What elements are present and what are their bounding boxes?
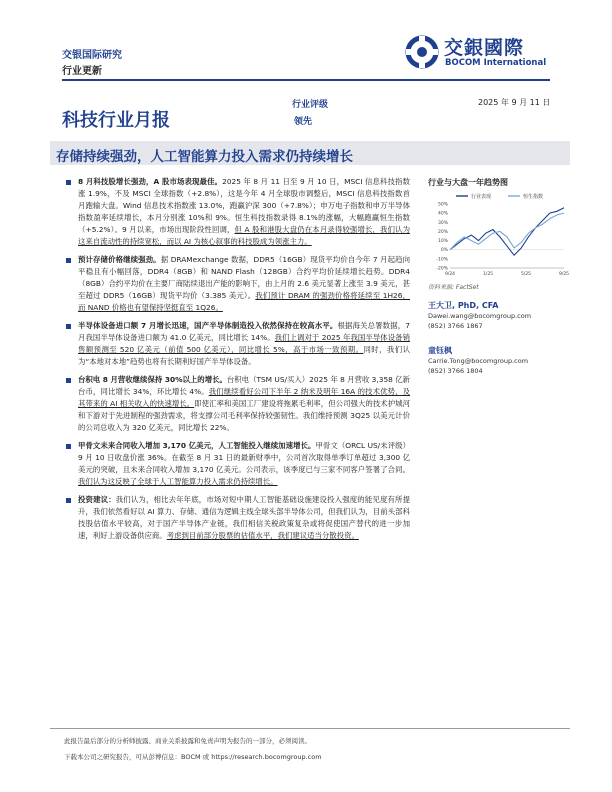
document-type: 行业更新: [62, 66, 102, 77]
headline: 存储持续强劲，人工智能算力投入需求仍持续增长: [56, 149, 353, 165]
paragraph-text: 甲骨文（ORCL US/未评级）9 月 10 日收盘价涨 36%。在截至 8 月 31 日的最新财季中，公司首次取得单季订单超过 3,300 亿美元的突破，且未来合同收入增加 3,170 亿美元。公司表示，该季度已与三家不同客户签署了合同。: [78, 441, 410, 474]
legend-label: 行业表现: [471, 194, 492, 200]
paragraph-investment: [66, 494, 410, 542]
y-tick-label: 10%: [437, 239, 448, 245]
y-tick-label: -10%: [436, 257, 448, 263]
y-tick-label: 30%: [437, 220, 448, 226]
paragraph-lead: 8 月科技股增长强劲，A 股市场表现最佳。: [78, 177, 223, 186]
paragraph-lead: 甲骨文未来合同收入增加 3,170 亿美元，人工智能投入继续加速增长。: [78, 441, 316, 450]
paragraph-text: 据 DRAMexchange 数据，DDR5（16GB）现货平均价自今年 7 月起趋向平稳且有小幅回落，DDR4（8GB）和 NAND Flash（128GB）合约平均价延续增长趋势。DDR4（8GB）合约平均价在主要厂商陆续退出产能的影响下，由上月的 2.6 美元显著上涨至 3.9 美元，甚至超过 DDR5（16GB）现货平均价（3.385 美元）。: [78, 255, 410, 300]
y-tick-label: 50%: [437, 202, 448, 208]
series-line: [450, 213, 564, 250]
paragraph-tail: 同时，我们认为“本地对本地”趋势也将有长期利好国产半导体设备。: [78, 345, 410, 366]
analyst-phone: (852) 3766 1867: [428, 322, 483, 330]
y-tick-label: -20%: [436, 266, 448, 272]
logo-chinese: 交銀國際: [444, 37, 525, 59]
paragraph-text: 根据海关总署数据，7 月我国半导体设备进口额为 41.0 亿美元，同比增长 14%。: [78, 321, 411, 342]
analyst-block: [428, 300, 568, 331]
x-tick-label: 5/25: [520, 272, 532, 277]
paragraph-underline: 我们认为这反映了全球于人工智能算力投入需求仍持续增长。: [78, 477, 278, 486]
bocom-logo-icon: [404, 34, 440, 70]
analyst-name: 王大卫, PhD, CFA: [428, 301, 499, 310]
series-line: [450, 208, 564, 256]
paragraph-underline: 但 A 股和港股大盘仍在本月录得较强增长，我们认为这来自流动性的持续宽松，而以 AI 为核心叙事的科技股成为领涨主力。: [78, 225, 410, 246]
paragraph-text: 我们认为，相比去年年底，市场对短中期人工智能基础设施建设投入强度的能见度有所提升，我们依然看好以 AI 算力、存储、通信为逻辑主线全球头部半导体公司，但我们认为，目前头部科技股估值水平较高，对于国产半导体产业链，我们相信关税政策复杂或将促使国产替代的进一步加速，利好上游设备供应商。: [78, 495, 410, 540]
trend-chart: [428, 190, 568, 282]
y-tick-label: 0%: [440, 248, 448, 254]
paragraph-equipment: [66, 320, 410, 368]
rating-value: 领先: [294, 117, 313, 127]
chart-source: 资料来源: FactSet: [428, 284, 479, 291]
header-rule: [62, 79, 550, 81]
y-tick-label: 40%: [437, 211, 448, 217]
paragraph-tail: 即使汇率和美国工厂建设将拖累毛利率，但公司强大的技术护城河和下游对于先进制程的强劲需求，将支撑公司毛利率保持较强韧性。我们维持预测 3Q25 以美元计价的公司总收入为 320 亿美元，同比增长 22%。: [78, 399, 410, 432]
footer-disclaimer: 此报告最后部分的分析师披露、商业关系披露和免责声明为报告的一部分，必须阅读。: [64, 737, 311, 745]
paragraph-underline: 我们上调对于 2025 年我国半导体设备销售额预测至 520 亿美元（前值 500 亿美元），同比增长 5%，高于市场一致预期。: [78, 333, 410, 354]
y-tick-label: 20%: [437, 229, 448, 235]
report-body: [66, 176, 410, 548]
paragraph-lead: 预计存储价格继续强劲。: [78, 255, 161, 264]
paragraph-underline: 我们预计 DRAM 的强劲价格将延续至 1H26，而 NAND 价格也有望保持坚挺直至 1Q26。: [78, 291, 410, 312]
analyst-phone: (852) 3766 1804: [428, 367, 483, 375]
paragraph-lead: 投资建议：: [78, 495, 116, 504]
paragraph-oracle: [66, 440, 410, 488]
chart-title: 行业与大盘一年趋势图: [428, 178, 508, 187]
footer-download[interactable]: 下载本公司之研究报告，可从彭博信息：BOCM 或 https://research.bocomgroup.com: [64, 753, 322, 761]
paragraph-tsmc: [66, 374, 410, 434]
analyst-email[interactable]: Dawei.wang@bocomgroup.com: [428, 312, 532, 320]
x-tick-label: 9/24: [444, 272, 456, 277]
paragraph-lead: 台积电 8 月营收继续保持 30%以上的增长。: [78, 375, 227, 384]
footer-rule: [50, 728, 570, 729]
paragraph-underline: 我们继续看好公司下半年 2 纳米及明年 16A 的技术优势，及其带来的 AI 相关收入的快速增长。: [78, 387, 410, 408]
x-tick-label: 9/25: [558, 272, 570, 277]
logo-english: BOCOM International: [445, 58, 547, 68]
report-date: 2025 年 9 月 11 日: [478, 98, 551, 107]
paragraph-memory: [66, 254, 410, 314]
paragraph-text: 台积电（TSM US/买入）2025 年 8 月营收 3,358 亿新台币，同比增长 34%，环比增长 4%。: [78, 375, 410, 396]
brand-name: 交银国际研究: [62, 50, 122, 61]
analyst-name: 童钰枫: [428, 346, 452, 355]
paragraph-lead: 半导体设备进口额 7 月增长迅速，国产半导体制造投入依然保持在较高水平。: [78, 321, 338, 330]
paragraph-underline: 考虑到目前部分股票的估值水平，我们建议适当分散投资。: [166, 531, 359, 540]
legend-label: 恒生指数: [523, 194, 544, 200]
paragraph-market: [66, 176, 410, 248]
rating-label: 行业评级: [292, 100, 329, 110]
analyst-block: [428, 345, 568, 376]
report-title: 科技行业月报: [62, 110, 170, 131]
paragraph-text: 2025 年 8 月 11 日至 9 月 10 日，MSCI 信息科技指数涨 1.9%，不及 MSCI 全球指数（+2.8%），这是今年 4 月全球股市调整后，MSCI 信息科技指数首月跑输大盘。Wind 信息技术指数涨 13.0%，跑赢沪深 300（+7.8%）；申万电子指数和申万半导体指数盈率延续增长，本月分别涨 10%和 9%。恒生科技指数录得 8.1%的涨幅，大幅跑赢恒生指数（+5.2%）。9 月以来，市场出现阶段性回调，: [78, 177, 410, 234]
x-tick-label: 1/25: [482, 272, 494, 277]
analyst-email[interactable]: Carrie.Tong@bocomgroup.com: [428, 357, 529, 365]
